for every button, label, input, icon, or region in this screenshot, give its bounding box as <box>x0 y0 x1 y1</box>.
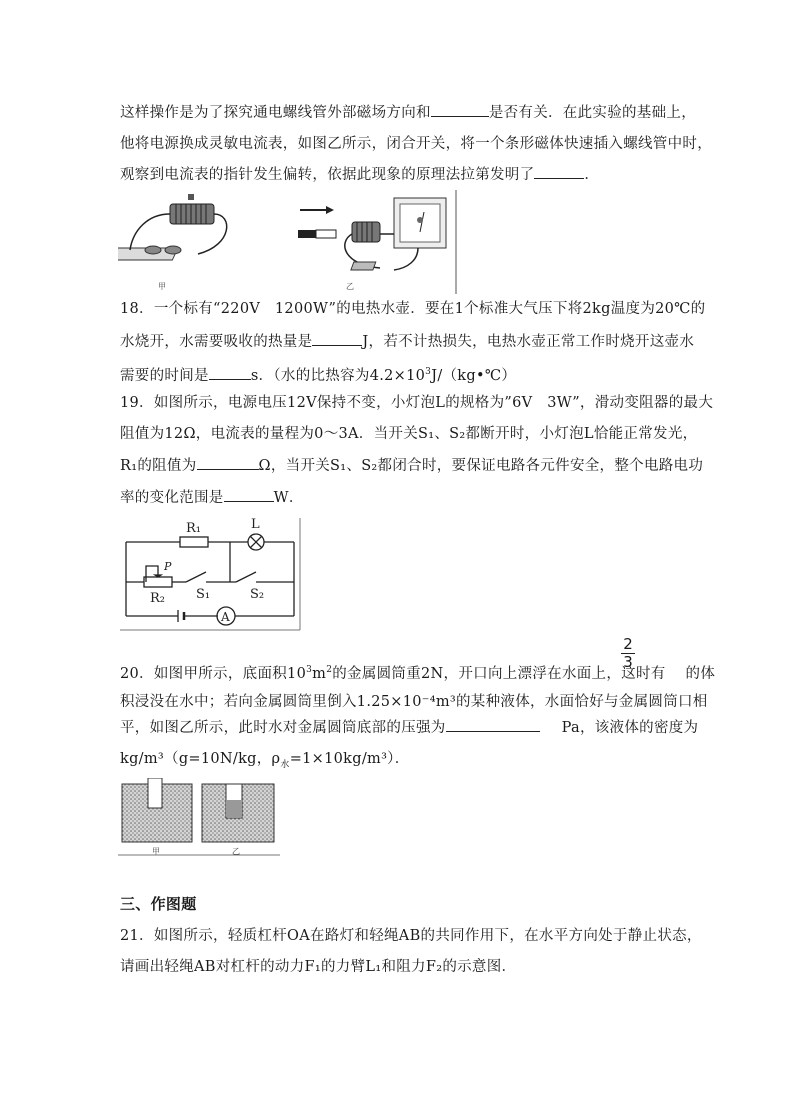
q19-line-4 <box>120 487 304 508</box>
text: =1×10kg/m³）． <box>289 751 410 767</box>
answer-blank[interactable] <box>312 331 362 346</box>
text: 需要的时间是 <box>120 367 209 384</box>
figure-label-a: 甲 <box>152 847 160 856</box>
label-lamp: L <box>251 518 260 532</box>
q20-line-3 <box>120 717 698 738</box>
answer-blank[interactable] <box>431 102 489 117</box>
text: kg/m³（g=10N/kg，ρ <box>120 751 281 767</box>
text: 3 <box>306 665 313 675</box>
figure-a-solenoid <box>118 194 227 291</box>
q18-line-3 <box>120 362 516 386</box>
resistor-r1 <box>180 537 208 547</box>
container-b <box>202 784 274 856</box>
resistor-r2 <box>144 577 172 587</box>
figure-label-b: 乙 <box>232 847 240 856</box>
figure-label-b: 乙 <box>346 282 354 291</box>
text: Ω，当开关S₁、S₂都闭合时，要保证电路各元件安全，整个电路电功 <box>258 458 704 474</box>
label-r2: R₂ <box>150 591 165 606</box>
text: Pa，该液体的密度为 <box>561 720 699 736</box>
q18-line-2 <box>120 331 694 352</box>
q19-line-3 <box>120 455 703 476</box>
q20-line-4 <box>120 749 410 775</box>
text: W． <box>273 490 304 506</box>
label-slider-p: P <box>164 560 172 573</box>
intro-line-3 <box>120 164 599 185</box>
text: 这样操作是为了探究通电螺线管外部磁场方向和 <box>120 105 431 121</box>
label-r1: R₁ <box>186 521 201 536</box>
text: 2 <box>326 665 333 675</box>
q19-line-2: 阻值为12Ω，电流表的量程为0～3A．当开关S₁、S₂都断开时，小灯泡L恰能正常发光， <box>120 426 698 442</box>
text: 平，如图乙所示，此时水对金属圆筒底部的压强为 <box>120 720 446 736</box>
text: 的金属圆筒重2N，开口向上漂浮在水面上，这时有 <box>332 665 666 682</box>
text: J，若不计热损失，电热水壶正常工作时烧开这壶水 <box>362 334 695 350</box>
answer-blank[interactable] <box>224 487 274 502</box>
circuit-diagram <box>118 518 303 633</box>
q20-line-2: 积浸没在水中；若向金属圆筒里倒入1.25×10⁻⁴m³的某种液体，水面恰好与金属圆筒口相 <box>120 694 708 710</box>
answer-blank[interactable] <box>446 717 540 732</box>
text: R₁的阻值为 <box>120 458 197 474</box>
text: 是否有关．在此实验的基础上， <box>488 105 697 121</box>
text: J/（kg•℃） <box>431 367 517 384</box>
intro-line-2: 他将电源换成灵敏电流表，如图乙所示，闭合开关，将一个条形磁体快速插入螺线管中时， <box>120 136 712 152</box>
text: 3 <box>623 653 633 671</box>
label-ammeter: A <box>221 610 230 624</box>
figure-label-a: 甲 <box>158 282 166 291</box>
q18-line-1: 18．一个标有“220V 1200W”的电热水壶．要在1个标准大气压下将2kg温度为20℃的 <box>120 301 706 317</box>
figure-b-induction <box>298 198 446 291</box>
switch-s1[interactable] <box>186 572 206 582</box>
solenoid-figure <box>118 190 463 294</box>
cylinder-figure <box>118 778 280 856</box>
text: 水 <box>280 759 290 770</box>
text: 观察到电流表的指针发生偏转，依据此现象的原理法拉第发明了 <box>120 167 535 183</box>
q20-line-1 <box>120 660 715 684</box>
q21-line-1: 21．如图所示，轻质杠杆OA在路灯和轻绳AB的共同作用下，在水平方向处于静止状态， <box>120 928 702 944</box>
text: s．（水的比热容为4.2×10 <box>250 367 426 384</box>
answer-blank[interactable] <box>209 365 251 380</box>
text: m <box>312 665 327 682</box>
section-title: 三、作图题 <box>120 895 197 913</box>
answer-blank[interactable] <box>197 455 259 470</box>
text: 率的变化范围是 <box>120 490 224 506</box>
q21-line-2: 请画出轻绳AB对杠杆的动力F₁的力臂L₁和阻力F₂的示意图． <box>120 959 517 975</box>
text: 2 <box>623 635 633 653</box>
text: 的体 <box>685 665 716 682</box>
text: 水烧开，水需要吸收的热量是 <box>120 334 313 350</box>
container-a <box>122 778 192 856</box>
intro-line-1 <box>120 102 696 123</box>
answer-blank[interactable] <box>534 164 584 179</box>
text: 3 <box>425 367 432 377</box>
text: 20．如图甲所示，底面积10 <box>120 665 307 682</box>
label-s2: S₂ <box>250 587 265 602</box>
q19-line-1: 19．如图所示，电源电压12V保持不变，小灯泡L的规格为”6V 3W”，滑动变阻器的最大 <box>120 395 714 411</box>
text: ． <box>584 167 600 183</box>
label-s1: S₁ <box>196 587 211 602</box>
switch-s2[interactable] <box>236 572 256 582</box>
